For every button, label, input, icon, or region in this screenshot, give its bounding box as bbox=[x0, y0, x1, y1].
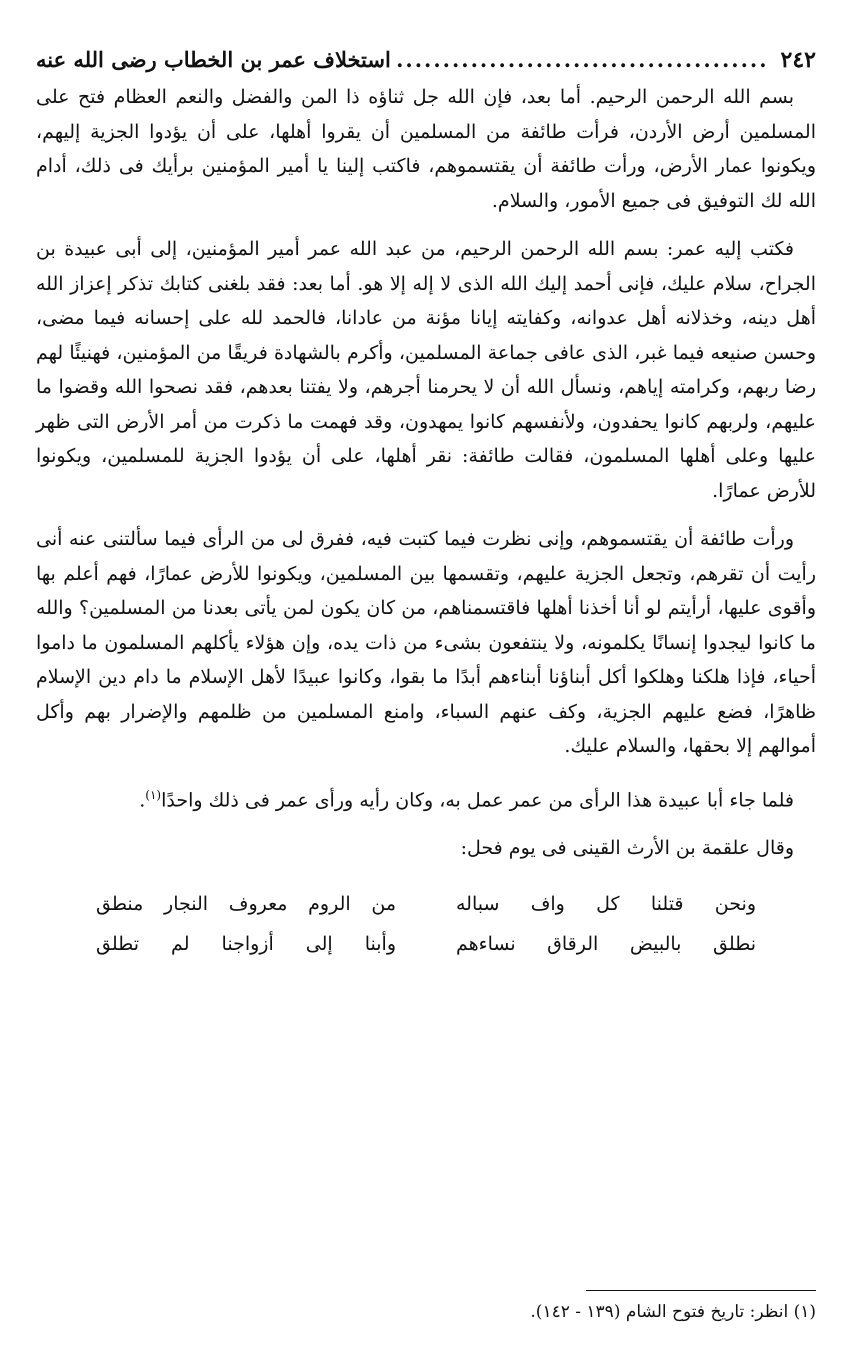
footnote-divider bbox=[586, 1290, 816, 1291]
verse-second-hemistich: وأبنا إلى أزواجنا لم تطلق bbox=[96, 932, 396, 955]
paragraph-omar-ruling: ورأت طائفة أن يقتسموهم، وإنى نظرت فيما كتبت فيه، ففرق لى من الرأى فيما سألتنى عنه أنى رأيت أن تقرهم، وتجعل الجزية عليهم، وتقسمها بين المسلمين، ويكونوا للأرض عمارًا، فهم أعلم بها وأقوى عليها، أرأيتم لو أنا أخذنا أهلها فاقتسمناهم، من كان يكون لمن يأتى بعدنا من المسلمين؟ والله ما كانوا ليجدوا إنسانًا يكلمونه، ولا ينتفعون بشىء من ذات يده، وإن هؤلاء يأكلهم المسلمون ما داموا أحياء، فإذا هلكنا وهلكوا أكل أبناؤنا أبناءهم أبدًا ما بقوا، وكانوا عبيدًا لأهل الإسلام ما دام دين الإسلام ظاهرًا، فضع عليهم الجزية، وكف عنهم السباء، وامنع المسلمين من ظلمهم والإضرار بهم وأكل أموالهم إلا بحقها، والسلام عليك. bbox=[36, 528, 816, 757]
leader-dots bbox=[397, 40, 769, 80]
poem-verse bbox=[36, 884, 816, 924]
paragraph-abu-ubaida-text: فلما جاء أبا عبيدة هذا الرأى من عمر عمل به، وكان رأيه ورأى عمر فى ذلك واحدًا bbox=[161, 788, 794, 811]
paragraph-poem-intro: وقال علقمة بن الأرث القينى فى يوم فحل: bbox=[460, 837, 794, 860]
footnote-marker: (١) bbox=[145, 787, 162, 802]
page-number: ٢٤٢ bbox=[780, 47, 816, 73]
footnote: (١) انظر: تاريخ فتوح الشام (١٣٩ - ١٤٢). bbox=[530, 1302, 816, 1322]
page-header bbox=[36, 40, 816, 80]
poem bbox=[36, 884, 816, 964]
paragraph-omar-reply: فكتب إليه عمر: بسم الله الرحمن الرحيم، من عبد الله عمر أمير المؤمنين، إلى أبى عبيدة بن الجراح، سلام عليك، فإنى أحمد إليك الله الذى لا إله إلا هو. أما بعد: فقد بلغنى كتابك تذكر إعزاز الله أهل دينه، وخذلانه أهل عدوانه، وكفايته إيانا مؤنة من عادانا، فالحمد لله على إحسانه فيما مضى، وحسن صنيعه فيما غبر، الذى عافى جماعة المسلمين، وأكرم بالشهادة فريقًا من المؤمنين، فهنيئًا لهم رضا ربهم، وكرامته إياهم، ونسأل الله أن لا يحرمنا أجرهم، ولا يفتنا بعدهم، فقد نصحوا الله وقضوا ما عليهم، ولربهم كانوا يحفدون، ولأنفسهم كانوا يمهدون، وقد فهمت ما ذكرت من أمر الأرض التى ظهر عليها وعلى أهلها المسلمون، فقالت طائفة: نقر أهلها، على أن يؤدوا الجزية للمسلمين، ويكونوا للأرض عمارًا. bbox=[36, 238, 816, 502]
paragraph-letter-request: بسم الله الرحمن الرحيم. أما بعد، فإن الله جل ثناؤه ذا المن والفضل والنعم العظام فتح على المسلمين أرض الأردن، فرأت طائفة من المسلمين أن يقروا أهلها، على أن يؤدوا الجزية إليهم، ويكونوا عمار الأرض، ورأت طائفة أن يقتسموهم، فاكتب إلينا يا أمير المؤمنين برأيك فى ذلك، أدام الله لك التوفيق فى جميع الأمور، والسلام. bbox=[36, 86, 816, 212]
running-title: استخلاف عمر بن الخطاب رضى الله عنه bbox=[36, 47, 391, 72]
verse-first-hemistich: نطلق بالبيض الرقاق نساءهم bbox=[456, 932, 756, 955]
verse-second-hemistich: من الروم معروف النجار منطق bbox=[96, 892, 396, 915]
paragraph-abu-ubaida: فلما جاء أبا عبيدة هذا الرأى من عمر عمل به، وكان رأيه ورأى عمر فى ذلك واحدًا$^{(١)}$. bbox=[139, 787, 794, 811]
poem-verse bbox=[36, 924, 816, 964]
book-page bbox=[36, 40, 816, 1340]
verse-first-hemistich: ونحن قتلنا كل واف سباله bbox=[456, 892, 756, 915]
